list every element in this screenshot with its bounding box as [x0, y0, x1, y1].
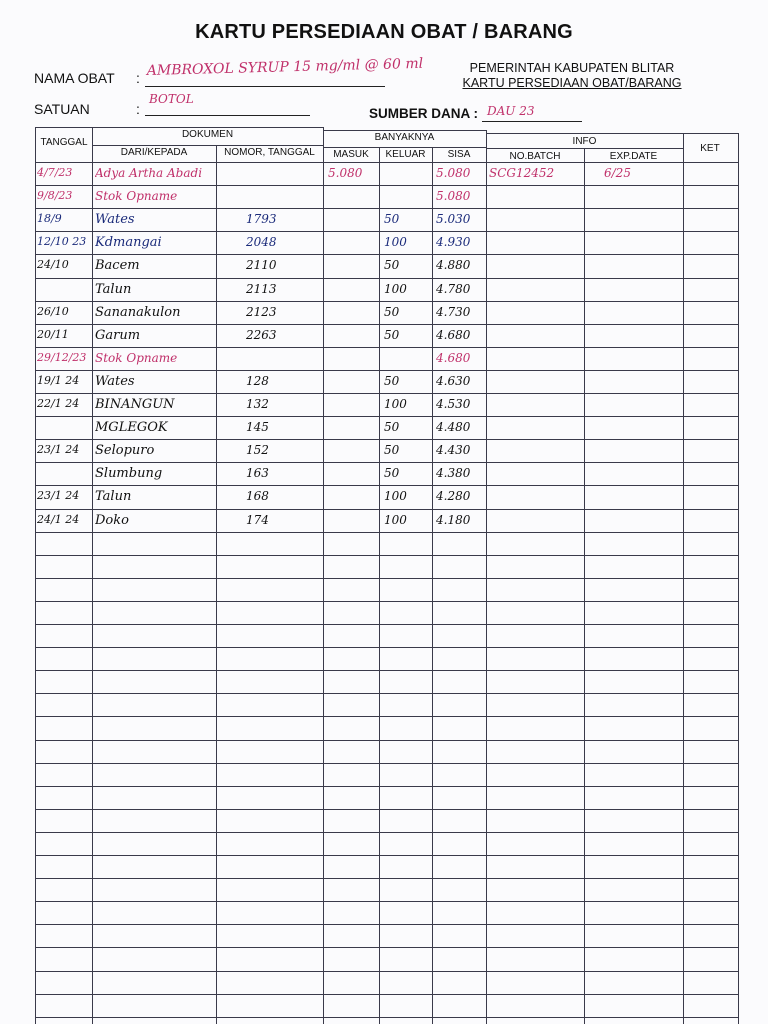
sumber-dana-label: SUMBER DANA :	[369, 106, 478, 121]
cell-tanggal: 4/7/23	[37, 166, 73, 179]
cell-tanggal: 20/11	[37, 327, 69, 341]
nama-obat-colon: :	[136, 70, 140, 86]
satuan-colon: :	[136, 101, 140, 117]
cell-nomor: 2263	[246, 327, 277, 342]
cell-tanggal: 9/8/23	[37, 189, 73, 203]
table-row-line	[35, 878, 738, 879]
table-row-line	[35, 1017, 738, 1018]
table-row-line	[35, 462, 738, 463]
table-row-line	[35, 555, 738, 556]
cell-sisa: 5.030	[436, 212, 471, 227]
nama-obat-field	[145, 86, 385, 87]
cell-keluar: 100	[384, 235, 407, 250]
cell-nomor: 174	[246, 512, 269, 527]
cell-dari: Selopuro	[95, 443, 155, 459]
cell-keluar: 50	[384, 420, 400, 435]
form-title: KARTU PERSEDIAAN OBAT / BARANG	[195, 21, 573, 43]
cell-keluar: 50	[384, 304, 400, 319]
table-row-line	[35, 231, 738, 232]
table-row-line	[35, 670, 738, 671]
cell-dari: Adya Artha Abadi	[95, 166, 203, 180]
cell-nomor: 128	[246, 373, 269, 388]
cell-nomor: 168	[246, 489, 269, 504]
table-row-line	[35, 185, 738, 186]
cell-sisa: 4.630	[436, 373, 471, 388]
satuan-field	[145, 115, 310, 116]
table-row-line	[35, 971, 738, 972]
header-masuk: MASUK	[333, 149, 369, 160]
cell-tanggal: 23/1 24	[37, 489, 80, 503]
header-ket: KET	[700, 143, 720, 154]
cell-tanggal: 22/1 24	[37, 397, 80, 410]
cell-keluar: 50	[384, 258, 400, 273]
cell-nomor: 132	[246, 397, 269, 411]
cell-dari: MGLEGOK	[95, 420, 168, 436]
header-sisa: SISA	[447, 149, 471, 160]
cell-sisa: 4.880	[436, 258, 471, 273]
cell-dari: Bacem	[95, 258, 140, 274]
cell-dari: Garum	[95, 327, 141, 343]
cell-sisa: 4.280	[436, 489, 471, 504]
column-divider	[584, 148, 585, 1024]
cell-keluar: 100	[384, 512, 407, 527]
cell-sisa: 4.380	[436, 466, 471, 481]
header-divider	[323, 147, 486, 148]
cell-dari: Doko	[95, 512, 129, 528]
cell-tanggal: 12/10 23	[37, 235, 87, 249]
sumber-dana-value: DAU 23	[487, 104, 535, 118]
table-top-border	[323, 130, 486, 131]
header-exp-date: EXP.DATE	[609, 151, 658, 162]
table-row-line	[35, 416, 738, 417]
cell-dari: Talun	[95, 489, 132, 505]
table-row-line	[35, 485, 738, 486]
table-row-line	[35, 278, 738, 279]
cell-keluar: 50	[384, 327, 400, 342]
table-row-line	[35, 994, 738, 995]
column-divider	[92, 127, 93, 1024]
table-row-line	[35, 578, 738, 579]
table-top-border	[486, 133, 738, 134]
table-row-line	[35, 924, 738, 925]
cell-sisa: 4.680	[436, 350, 471, 365]
cell-sisa: 4.480	[436, 420, 471, 435]
header-bottom-border	[35, 162, 738, 163]
cell-dari: Wates	[95, 373, 135, 389]
header-keluar: KELUAR	[385, 149, 426, 160]
header-dari-kepada: DARI/KEPADA	[120, 147, 188, 158]
cell-keluar: 50	[384, 466, 400, 481]
satuan-value: BOTOL	[149, 92, 194, 106]
table-row-line	[35, 347, 738, 348]
cell-nomor: 2048	[246, 235, 277, 250]
cell-tanggal: 24/10	[37, 258, 69, 272]
cell-tanggal: 29/12/23	[37, 350, 87, 364]
cell-nomor: 145	[246, 420, 269, 435]
cell-sisa: 4.780	[436, 281, 471, 296]
cell-sisa: 4.430	[436, 443, 471, 458]
table-row-line	[35, 693, 738, 694]
header-divider	[92, 145, 323, 146]
nama-obat-label: NAMA OBAT	[34, 70, 115, 86]
table-row-line	[35, 947, 738, 948]
cell-dari: Sananakulon	[95, 304, 181, 320]
cell-dari: Kdmangai	[95, 235, 162, 251]
cell-dari: Wates	[95, 212, 135, 228]
column-divider	[486, 130, 487, 1024]
cell-keluar: 50	[384, 443, 400, 458]
cell-tanggal: 26/10	[37, 304, 69, 318]
cell-dari: Stok Opname	[95, 350, 178, 365]
table-row-line	[35, 601, 738, 602]
column-divider	[216, 145, 217, 1024]
cell-dari: BINANGUN	[95, 397, 175, 412]
cell-tanggal: 18/9	[37, 212, 62, 226]
table-row-line	[35, 254, 738, 255]
table-row-line	[35, 439, 738, 440]
header-dokumen: DOKUMEN	[181, 129, 234, 140]
table-row-line	[35, 393, 738, 394]
table-row-line	[35, 208, 738, 209]
gov-line-1: PEMERINTAH KABUPATEN BLITAR	[469, 61, 675, 75]
sumber-dana-field	[482, 121, 582, 122]
satuan-label: SATUAN	[34, 101, 90, 117]
cell-keluar: 100	[384, 397, 407, 411]
table-row-line	[35, 855, 738, 856]
cell-masuk: 5.080	[328, 166, 363, 180]
header-info: INFO	[572, 136, 597, 147]
table-row-line	[35, 324, 738, 325]
column-divider	[379, 147, 380, 1024]
cell-tanggal: 24/1 24	[37, 512, 80, 526]
cell-dari: Slumbung	[95, 466, 163, 482]
header-banyaknya: BANYAKNYA	[374, 132, 435, 143]
table-row-line	[35, 370, 738, 371]
cell-dari: Talun	[95, 281, 132, 297]
table-row-line	[35, 532, 738, 533]
cell-sisa: 5.080	[436, 166, 471, 180]
table-row-line	[35, 832, 738, 833]
table-row-line	[35, 509, 738, 510]
table-row-line	[35, 786, 738, 787]
cell-keluar: 100	[384, 489, 407, 504]
cell-sisa: 4.930	[436, 235, 471, 250]
cell-keluar: 100	[384, 281, 407, 296]
table-left-border	[35, 127, 36, 1024]
table-row-line	[35, 901, 738, 902]
cell-nomor: 2113	[246, 281, 277, 296]
cell-batch: SCG12452	[489, 166, 555, 180]
cell-sisa: 5.080	[436, 189, 471, 204]
cell-nomor: 2123	[246, 304, 277, 319]
table-row-line	[35, 624, 738, 625]
table-right-border	[738, 133, 739, 1024]
cell-sisa: 4.530	[436, 397, 471, 411]
header-no-batch: NO.BATCH	[509, 151, 561, 162]
header-tanggal: TANGGAL	[40, 137, 88, 148]
cell-exp: 6/25	[604, 166, 631, 180]
cell-keluar: 50	[384, 212, 400, 227]
gov-line-2: KARTU PERSEDIAAN OBAT/BARANG	[462, 76, 682, 90]
cell-nomor: 1793	[246, 212, 277, 227]
cell-tanggal: 23/1 24	[37, 443, 80, 457]
table-row-line	[35, 301, 738, 302]
table-row-line	[35, 763, 738, 764]
table-top-border	[35, 127, 323, 128]
cell-dari: Stok Opname	[95, 189, 178, 204]
table-row-line	[35, 809, 738, 810]
cell-sisa: 4.180	[436, 512, 471, 527]
nama-obat-value: AMBROXOL SYRUP 15 mg/ml @ 60 ml	[146, 55, 424, 79]
table-row-line	[35, 647, 738, 648]
cell-nomor: 152	[246, 443, 269, 458]
cell-nomor: 163	[246, 466, 269, 481]
column-divider	[432, 147, 433, 1024]
cell-tanggal: 19/1 24	[37, 373, 80, 387]
column-divider	[323, 127, 324, 1024]
column-divider	[683, 133, 684, 1024]
table-row-line	[35, 716, 738, 717]
table-row-line	[35, 740, 738, 741]
cell-keluar: 50	[384, 373, 400, 388]
cell-nomor: 2110	[246, 258, 277, 273]
header-nomor-tanggal: NOMOR, TANGGAL	[224, 147, 315, 158]
cell-sisa: 4.730	[436, 304, 471, 319]
cell-sisa: 4.680	[436, 327, 471, 342]
